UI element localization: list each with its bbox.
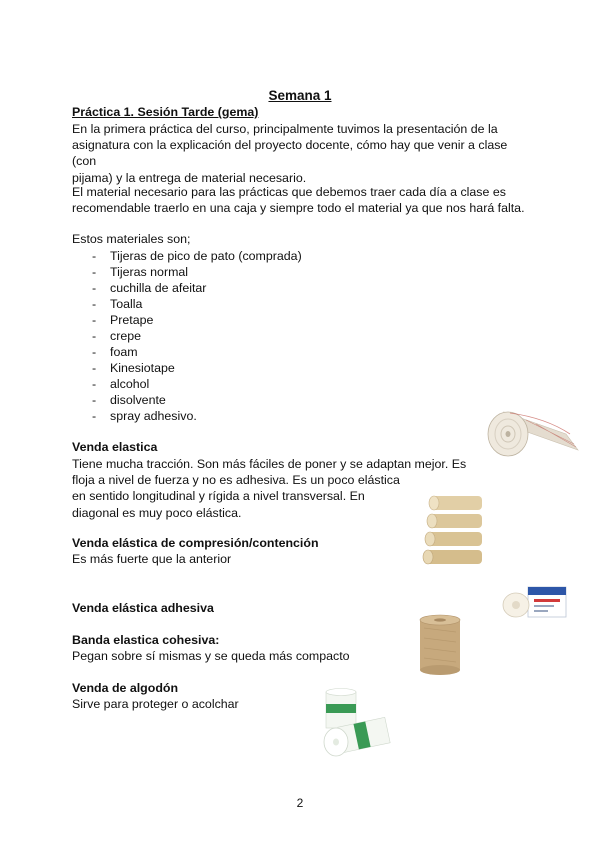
materials-list: [92, 248, 302, 424]
material-line: El material necesario para las prácticas que debemos traer cada día a clase es: [72, 185, 506, 199]
page-number: 2: [296, 796, 304, 810]
list-item: - Toalla: [92, 297, 143, 311]
algodon-text: Sirve para proteger o acolchar: [72, 697, 239, 711]
adhesiva-heading: Venda elástica adhesiva: [72, 601, 214, 615]
cotton-bandages-image: [316, 688, 392, 760]
venda-elastica-heading: Venda elastica: [72, 440, 158, 454]
cohesiva-heading: Banda elastica cohesiva:: [72, 633, 220, 647]
material-paragraph: [72, 184, 532, 216]
list-item: - Tijeras normal: [92, 265, 189, 279]
text-line: en sentido longitudinal y rígida a nivel transversal. En: [72, 489, 365, 504]
compresion-heading: Venda elástica de compresión/contención: [72, 536, 319, 550]
list-item: - disolvente: [92, 393, 166, 407]
list-item: - cuchilla de afeitar: [92, 281, 207, 295]
compression-bandages-image: [422, 492, 488, 568]
intro-line: asignatura con la explicación del proyecto docente, cómo hay que venir a clase (con: [72, 138, 508, 169]
compresion-text: Es más fuerte que la anterior: [72, 552, 232, 566]
intro-line: pijama) y la entrega de material necesario.: [72, 170, 307, 185]
cohesiva-text: Pegan sobre sí mismas y se queda más compacto: [72, 649, 350, 663]
intro-paragraph: [72, 121, 532, 186]
elastic-bandage-roll-image: [486, 404, 584, 460]
list-item: - Kinesiotape: [92, 361, 175, 375]
list-item: - crepe: [92, 329, 141, 343]
list-item: - Pretape: [92, 313, 154, 327]
cohesive-bandage-image: [416, 614, 464, 676]
algodon-heading: Venda de algodón: [72, 681, 179, 695]
list-item: - Tijeras de pico de pato (comprada): [92, 249, 302, 263]
intro-line: En la primera práctica del curso, principalmente tuvimos la presentación de la: [72, 122, 498, 136]
list-item: - foam: [92, 345, 138, 359]
list-item: - spray adhesivo.: [92, 409, 197, 423]
text-line: diagonal es muy poco elástica.: [72, 505, 242, 520]
page-title: Semana 1: [268, 88, 332, 103]
practice-heading: Práctica 1. Sesión Tarde (gema): [72, 105, 259, 119]
adhesive-bandage-box-image: [500, 585, 568, 621]
text-line: Tiene mucha tracción. Son más fáciles de poner y se adaptan mejor. Es: [72, 457, 467, 471]
list-item: - alcohol: [92, 377, 150, 391]
material-line: recomendable traerlo en una caja y siempre todo el material ya que nos hará falta.: [72, 201, 525, 216]
text-line: floja a nivel de fuerza y no es adhesiva. Es un poco elástica: [72, 473, 400, 488]
materials-intro: Estos materiales son;: [72, 232, 191, 246]
